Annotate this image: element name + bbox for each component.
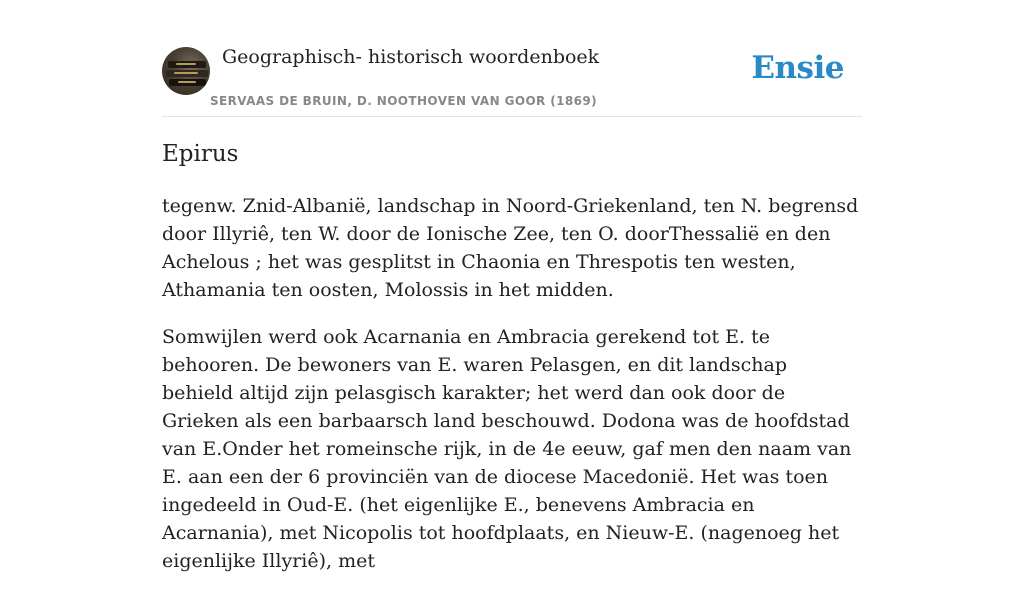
entry-title: Epirus [162, 141, 239, 167]
ensie-logo-link[interactable]: Ensie [751, 50, 844, 86]
dictionary-title-link[interactable]: Geographisch- historisch woordenboek [222, 46, 600, 68]
entry-paragraph: Somwijlen werd ook Acarnania en Ambracia gerekend tot E. te behooren. De bewoners van E. waren Pelasgen, en dit landschap behield altijd zijn pelasgisch karakter; het werd dan ook door de Grieken als een barbaarsch land beschouwd. Dodona was de hoofdstad van E.Onder het romeinsche rijk, in de 4e eeuw, gaf men den naam van E. aan een der 6 provinciën van de diocese Macedonië. Het was toen ingedeeld in Oud-E. (het eigenlijke E., benevens Ambracia en Acarnania), met Nicopolis tot hoofdplaats, en Nieuw-E. (nagenoeg het eigenlijke Illyriê), met [162, 326, 852, 572]
header [162, 44, 862, 117]
entry-content [162, 138, 862, 594]
book-stack-icon[interactable] [162, 47, 210, 95]
book-label [174, 72, 198, 74]
entry-paragraph: tegenw. Znid-Albanië, landschap in Noord-Griekenland, ten N. begrensd door Illyriê, ten W. door de Ionische Zee, ten O. doorThessalië en den Achelous ; het was gesplitst in Chaonia en Threspotis ten westen, Athamania ten oosten, Molossis in het midden. [162, 195, 859, 301]
dictionary-source: SERVAAS DE BRUIN, D. NOOTHOVEN VAN GOOR (1869) [210, 94, 598, 108]
book-label [178, 81, 196, 83]
book-label [176, 63, 196, 65]
